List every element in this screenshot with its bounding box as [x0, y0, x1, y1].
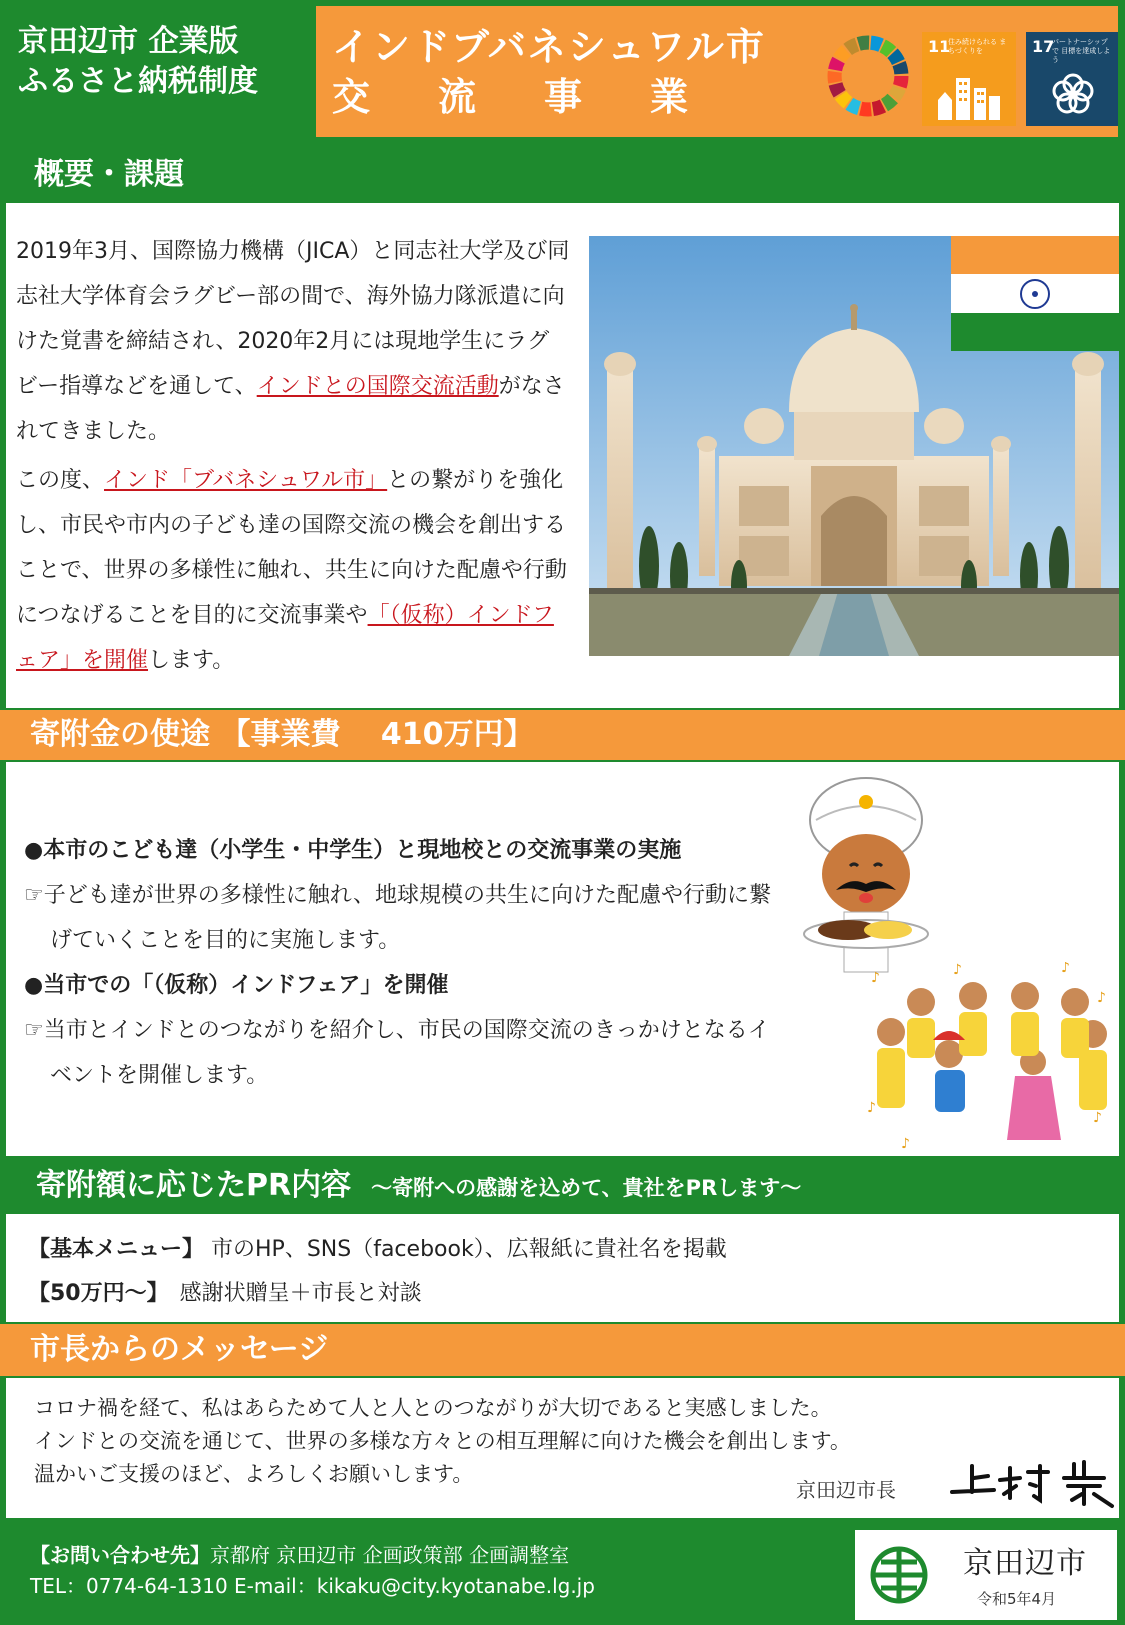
- sdg17-number: 17: [1032, 37, 1055, 56]
- header-title-line2: [332, 72, 766, 122]
- message-line-2: インドとの交流を通じて、世界の多様な方々との相互理解に向けた機会を創出します。: [34, 1429, 851, 1453]
- india-flag-icon: [951, 236, 1119, 351]
- message-text: [34, 1392, 851, 1491]
- svg-text:♪: ♪: [1061, 962, 1070, 976]
- pr-panel: [6, 1214, 1119, 1322]
- pr-title: 寄附額に応じたPR内容: [36, 1168, 352, 1203]
- svg-text:♪: ♪: [1097, 990, 1106, 1006]
- header-left-line1: 京田辺市 企業版: [18, 24, 239, 59]
- usage-item-1-body: ☞子ども達が世界の多様性に触れ、地球規模の共生に向けた配慮や行動に繋げていくことを目的に実施します。: [24, 883, 772, 953]
- overview-p1-text: 2019年3月、国際協力機構（JICA）と同志社大学及び同志社大学体育会ラグビー部の間で、海外協力隊派遣に向けた覚書を締結され、2020年2月には現地学生にラグビー指導などを通して、: [16, 239, 570, 399]
- title-char: 交: [332, 75, 373, 119]
- contact-office: 京都府 京田辺市 企画政策部 企画調整室: [210, 1543, 570, 1567]
- pr-row-basic-key: 【基本メニュー】: [28, 1237, 205, 1262]
- pr-row-basic: [28, 1228, 727, 1272]
- title-char: 流: [438, 75, 479, 119]
- message-panel: [6, 1378, 1119, 1518]
- city-logo-box: [855, 1530, 1117, 1620]
- overview-p2-text-mid: との繋がりを強化し、市民や市内の子ども達の国際交流の機会を創出することで、世界の多様性に触れ、共生に向けた配慮や行動につなげることを目的に交流事業や: [16, 468, 567, 628]
- sdg11-number: 11: [928, 37, 951, 56]
- header-title: [332, 22, 766, 122]
- taj-mahal-illustration: [589, 236, 1119, 656]
- usage-item-2-heading: ●当市での「（仮称）インドフェア」を開催: [24, 973, 449, 998]
- city-name: 京田辺市: [963, 1546, 1087, 1581]
- title-char: 事: [544, 75, 585, 119]
- pr-row-500k-key: 【50万円～】: [28, 1281, 158, 1306]
- header: [0, 0, 1125, 143]
- sdg11-text: 住み続けられる まちづくりを: [948, 38, 1007, 55]
- usage-heading: 寄附金の使途 【事業費 410万円】: [0, 710, 1125, 760]
- mayor-signature: [944, 1454, 1119, 1510]
- header-title-box: [316, 6, 1118, 137]
- header-left-line2: ふるさと納税制度: [18, 64, 258, 99]
- pr-subtitle: ～寄附への感謝を込めて、貴社をPRします～: [371, 1176, 802, 1200]
- pr-heading: [0, 1160, 1125, 1212]
- overview-p1-highlight: インドとの国際交流活動: [256, 374, 499, 399]
- overview-paragraph-2: [16, 458, 571, 683]
- sdg17-badge: [1026, 32, 1118, 126]
- svg-text:♪: ♪: [953, 962, 962, 978]
- overview-p1-text-end: がなされてきました。: [16, 374, 565, 444]
- svg-text:♪: ♪: [901, 1136, 910, 1152]
- taj-mahal-photo: [589, 236, 1119, 656]
- issue-date: 令和5年4月: [977, 1590, 1057, 1608]
- header-title-line1: インドブバネシュワル市: [332, 25, 766, 69]
- pr-menu: [28, 1228, 727, 1316]
- usage-list: [24, 828, 784, 1098]
- pr-row-basic-value: 市のHP、SNS（facebook）、広報紙に貴社名を掲載: [204, 1237, 727, 1262]
- overview-p2-highlight-fair: 「（仮称）インドフェア」を開催: [16, 603, 554, 673]
- header-program-label: [18, 22, 308, 102]
- usage-item-2-body: ☞当市とインドとのつながりを紹介し、市民の国際交流のきっかけとなるイベントを開催します。: [24, 1018, 770, 1088]
- city-buildings-icon: [936, 70, 1002, 120]
- mayor-title: 京田辺市長: [796, 1478, 896, 1502]
- svg-text:♪: ♪: [867, 1100, 876, 1116]
- pr-row-500k: [28, 1272, 727, 1316]
- message-heading: 市長からのメッセージ: [0, 1324, 1125, 1376]
- sdg-wheel-icon: [824, 32, 912, 120]
- sdg17-text: パートナーシップで 目標を達成しよう: [1052, 38, 1111, 64]
- partnership-flower-icon: [1048, 70, 1098, 120]
- overview-paragraph-1: [16, 229, 571, 454]
- message-line-3: 温かいご支援のほど、よろしくお願いします。: [34, 1462, 474, 1486]
- contact-key: 【お問い合わせ先】: [30, 1543, 210, 1567]
- message-line-1: コロナ禍を経て、私はあらためて人と人とのつながりが大切であると実感しました。: [34, 1396, 832, 1420]
- svg-text:♪: ♪: [871, 970, 880, 986]
- contact-tel-email: TEL：0774-64-1310 E-mail：kikaku@city.kyotanabe.lg.jp: [30, 1574, 595, 1598]
- curry-chef-illustration: [796, 772, 936, 982]
- overview-p2-text-end: します。: [148, 648, 235, 673]
- overview-text: [16, 229, 571, 687]
- overview-p2-highlight-city: インド「ブバネシュワル市」: [104, 468, 388, 493]
- contact-line: [30, 1540, 595, 1571]
- city-emblem-icon: [863, 1542, 935, 1608]
- overview-heading: 概要・課題: [0, 150, 1125, 200]
- title-char: 業: [650, 75, 691, 119]
- usage-item-1-heading: ●本市のこども達（小学生・中学生）と現地校との交流事業の実施: [24, 838, 682, 863]
- overview-p2-text: この度、: [16, 468, 105, 493]
- contact-info: [30, 1540, 595, 1602]
- svg-text:♪: ♪: [1093, 1110, 1102, 1126]
- sdg11-badge: [922, 32, 1016, 126]
- usage-panel: [6, 762, 1119, 1156]
- dancing-people-illustration: [861, 962, 1119, 1152]
- pr-row-500k-value: 感謝状贈呈＋市長と対談: [157, 1281, 422, 1306]
- overview-panel: [6, 203, 1119, 708]
